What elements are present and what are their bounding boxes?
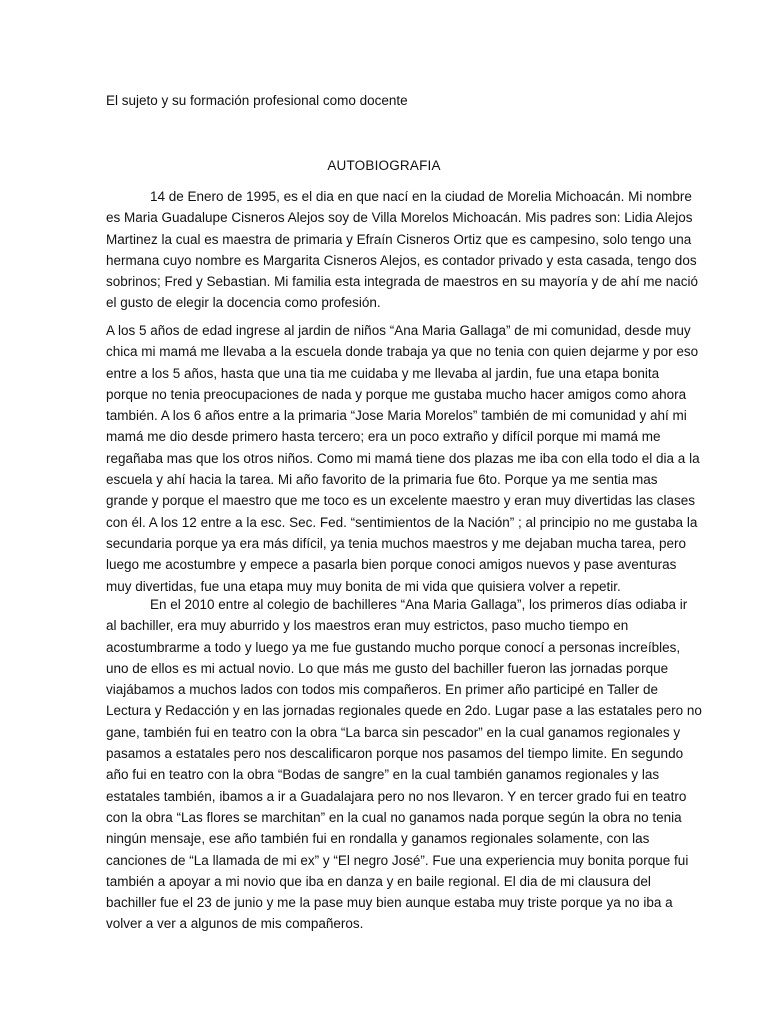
text-line: mamá me dio desde primero hasta tercero; era un poco extraño y difícil porque mi mamá me: [106, 429, 661, 445]
text-line: escuela y ahí hacia la tarea. Mi año favorito de la primaria fue 6to. Porque ya me sentia mas: [106, 472, 658, 488]
paragraph-birth-family: [106, 186, 699, 314]
text-line: grande y porque el maestro que me toco es un excelente maestro y eran muy divertidas las clases: [106, 493, 696, 509]
text-line: también a apoyar a mi novio que iba en danza y en baile regional. El dia de mi clausura del: [106, 873, 651, 889]
text-line: con él. A los 12 entre a la esc. Sec. Fed. “sentimientos de la Nación” ; al principio no me gustaba la: [106, 514, 698, 530]
text-line: En el 2010 entre al colegio de bachilleres “Ana Maria Gallaga”, los primeros días odiaba ir: [150, 597, 688, 612]
text-line: porque no tenia preocupaciones de nada y porque me gustaba mucho hacer amigos como ahora: [106, 386, 687, 402]
text-line: hermana cuyo nombre es Margarita Cisneros Alejos, es contador privado y esta casada, tengo dos: [106, 252, 697, 268]
paragraph-childhood-school: [106, 320, 700, 597]
text-line: bachiller fue el 23 de junio y me la pase muy bien aunque estaba muy triste porque ya no iba a: [106, 895, 673, 911]
text-line: luego me acostumbre y empece a pasarla bien porque conoci amigos nuevos y pase aventuras: [106, 557, 677, 573]
text-line: secundaria porque ya era más difícil, ya tenia muchos maestros y me dejaban mucha tarea, pero: [106, 535, 687, 551]
paragraph-bachillerato: [106, 594, 702, 935]
document-title: AUTOBIOGRAFIA: [327, 158, 441, 173]
text-line: pasamos a estatales pero nos descalificaron porque nos pasamos del tiempo limite. En segundo: [106, 746, 684, 762]
text-line: Martinez la cual es maestra de primaria y Efraín Cisneros Ortiz que es campesino, solo tengo una: [106, 231, 692, 247]
text-line: chica mi mamá me llevaba a la escuela donde trabaja ya que no tenia con quien dejarme y por eso: [106, 344, 699, 360]
text-line: Lectura y Redacción y en las jornadas regionales quede en 2do. Lugar pase a las estatales pero no: [106, 703, 702, 719]
text-line: muy divertidas, fue una etapa muy muy bonita de mi vida que quisiera volver a repetir.: [106, 578, 621, 594]
text-line: estatales también, ibamos a ir a Guadalajara pero no nos llevaron. Y en tercer grado fui en teatro: [106, 788, 687, 804]
text-line: A los 5 años de edad ingrese al jardin de niños “Ana Maria Gallaga” de mi comunidad, desde muy: [106, 323, 691, 338]
text-line: año fui en teatro con la obra “Bodas de sangre” en la cual también ganamos regionales y las: [106, 767, 660, 783]
text-line: 14 de Enero de 1995, es el dia en que nací en la ciudad de Morelia Michoacán. Mi nombre: [150, 189, 692, 204]
text-line: volver a ver a algunos de mis compañeros.: [106, 916, 364, 932]
text-line: gane, también fui en teatro con la obra “La barca sin pescador” en la cual ganamos regionales y: [106, 724, 681, 740]
text-line: también. A los 6 años entre a la primaria “Jose Maria Morelos” también de mi comunidad y ahí mi: [106, 408, 687, 424]
text-line: el gusto de elegir la docencia como profesión.: [106, 295, 381, 311]
text-line: entre a los 5 años, hasta que una tia me cuidaba y me llevaba al jardin, fue una etapa bonita: [106, 365, 660, 381]
text-line: acostumbrarme a todo y luego ya me fue gustando mucho porque conocí a personas increíbles,: [106, 639, 681, 655]
text-line: es Maria Guadalupe Cisneros Alejos soy de Villa Morelos Michoacán. Mis padres son: Lidia Alejos: [106, 210, 693, 226]
text-line: con la obra “Las flores se marchitan” en la cual no ganamos nada porque según la obra no tenia: [106, 809, 682, 825]
text-line: viajábamos a muchos lados con todos mis compañeros. En primer año participé en Taller de: [106, 682, 659, 698]
text-line: ningún mensaje, ese año también fui en rondalla y ganamos regionales solamente, con las: [106, 831, 650, 847]
text-line: uno de ellos es mi actual novio. Lo que más me gusto del bachiller fueron las jornadas porque: [106, 660, 669, 676]
text-line: regañaba mas que los otros niños. Como mi mamá tiene dos plazas me iba con ella todo el dia a la: [106, 450, 700, 466]
text-line: sobrinos; Fred y Sebastian. Mi familia esta integrada de maestros en su mayoría y de ahí me nació: [106, 274, 699, 290]
text-line: canciones de “La llamada de mi ex” y “El negro José”. Fue una experiencia muy bonita porque fui: [106, 852, 689, 868]
text-line: al bachiller, era muy aburrido y los maestros eran muy estrictos, paso mucho tiempo en: [106, 618, 629, 634]
document-subtitle: El sujeto y su formación profesional como docente: [106, 93, 408, 108]
